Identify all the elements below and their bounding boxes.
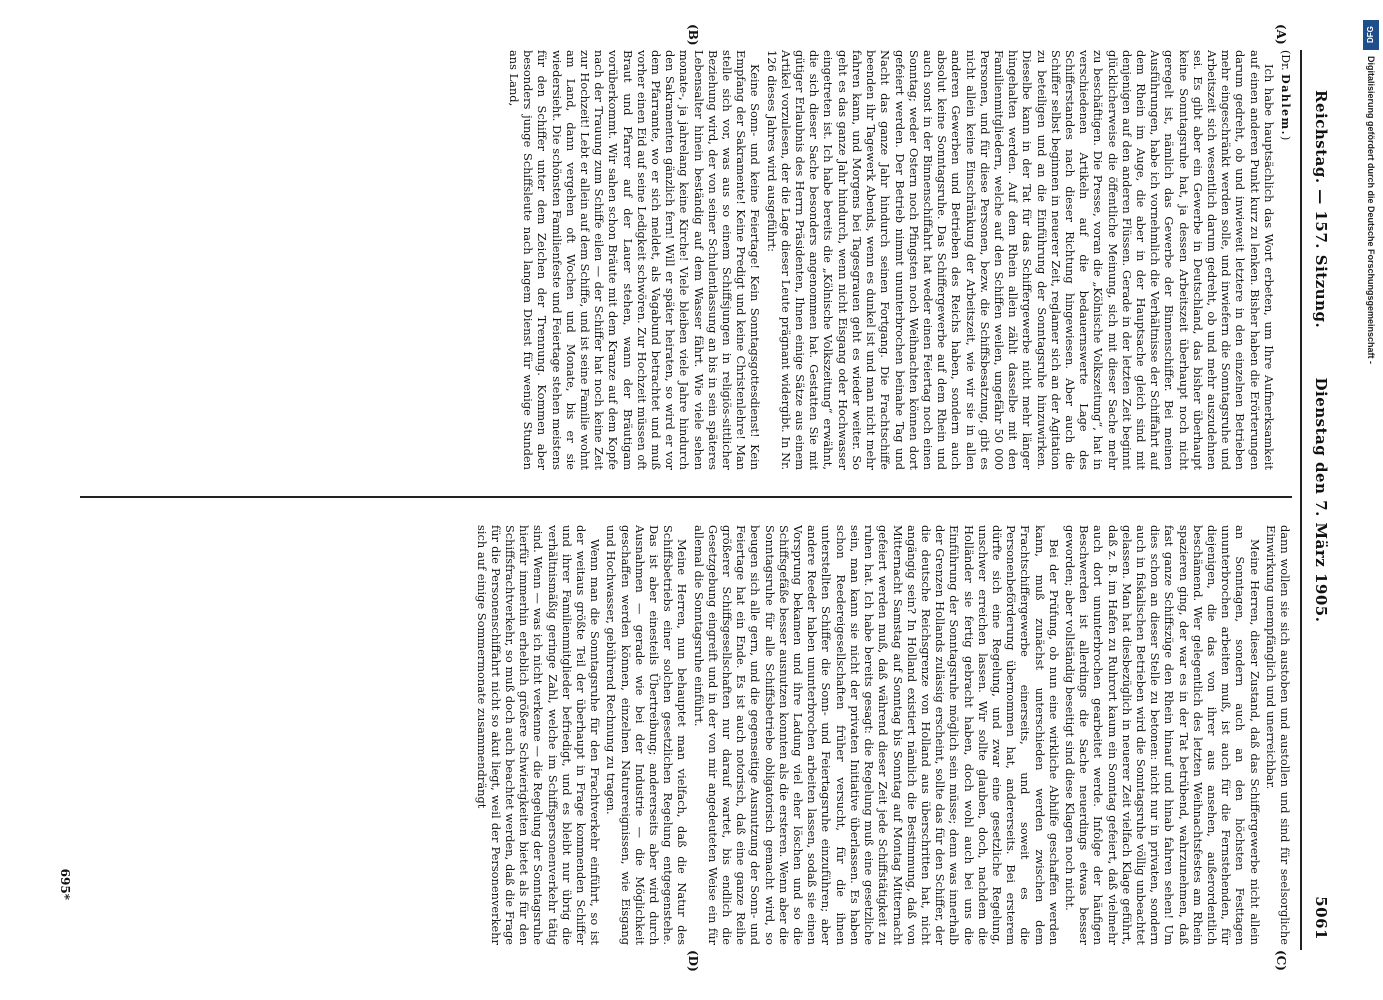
left-column xyxy=(80,50,1292,470)
paragraph: Meine Herren, dieser Zustand, daß das Schiffergewerbe nicht allein an Sonntagen, sondern auch an den höchsten Festtagen ununterbrochen arbeiten muß, ist auch für die Fernstehenden, für diejenigen, die das von ihrer aus ansehen, außerordentlich beschämend. Wer gelegentlich des letzten Weihnachtsfestes am Rhein spazieren ging, der war es in der Tat betrübend, wahrzunehmen, daß fast ganze Schiffszüge den Rhein hinauf und hinab fahren sehen! Um dies schon an dieser Stelle zu betonen: nicht nur in privaten, sondern auch in fiskalischen Betrieben wird die Sonntagsruhe völlig unbeachtet gelassen. Man hat diesbezüglich in neuerer Zeit vielfach Klage geführt, daß z. B. im Hafen zu Ruhrort kaum ein Sonntag gefeiert, daß vielmehr auch dort ununterbrochen gearbeitet werde. Infolge der häufigen Beschwerden ist allerdings die Sache neuerdings etwas besser geworden; aber vollständig beseitigt sind diese Klagen noch nicht. xyxy=(1062,525,1262,945)
printer-signature: 695* xyxy=(58,868,72,900)
margin-mark-a: (A) xyxy=(1274,24,1288,45)
paragraph: Wenn man die Sonntagsruhe für den Frachtverkehr einführt, so ist der weitaus größte Teil der überhaupt in Frage kommenden Schiffer und ihrer Familienmitglieder befriedigt, und es bleibt nur übrig die verhältnismäßig geringe Zahl, welche im Schiffspersonenverkehr tätig sind. Wenn — was ich nicht verkenne — die Regelung der Sonntagsruhe hierfür immerhin erheblich größere Schwierigkeiten bietet als für den Schiffsfrachtverkehr, so muß doch auch beachtet werden, daß die Frage für die Personenschiffahrt nicht so akut liegt, weil der Personenverkehr sich auf einige Sommermonate zusammendrängt xyxy=(474,525,603,945)
header-session-title: Reichstag. — 157. Sitzung. xyxy=(1312,90,1330,329)
right-column xyxy=(80,525,1292,945)
quoted-article: Keine Sonn- und keine Feiertage! Kein Sonntagsgottesdienst! Kein Empfang der Sakramente! Keine Predigt und keine Christenlehre! Man stelle sich vor, was aus so einem Schiffsjungen in religiös-sittlicher Beziehung wird, der von seiner Schulentlassung an bis in sein späteres Lebensalter hinein beständig auf dem Wasser fährt. Wie viele sehen monate-, ja jahrelang keine Kirche! Viele bleiben viele Jahre hindurch den Sakramenten gänzlich fern! Will er später heiraten, so wird er vor dem Pfarramte, wo er sich meldet, als Vagabund betrachtet und muß vorher einen Eid auf seine Ledigkeit schwören. Zur Hochzeit müssen oft Braut und Pfarrer auf der Lauer stehen, wann der Bräutigam vorüberkommt. Wir sahen schon Bräute mit dem Kranze auf dem Kopfe nach der Trauung zum Schiffe eilen — der Schiffer hat noch keine Zeit zur Hochzeit! Lebt er allein auf dem Schiffe, und ist seine Familie wohnt am Land, dann vergehen oft Wochen und Monate, bis er sie wiedersieht. Die schönsten Familienfeste und Feiertage stehen meistens für den Schiffer unter dem Zeichen der Trennung. Kommen aber besonders junge Schiffsleute nach langem Dienst für wenige Stunden ans Land, xyxy=(507,50,763,470)
page-number: 5061 xyxy=(1312,896,1330,940)
speaker-suffix: ) xyxy=(1279,135,1292,141)
speaker-line xyxy=(1278,50,1292,470)
speaker-name: Dahlem. xyxy=(1279,74,1292,136)
column-divider xyxy=(80,496,1292,498)
paragraph: Bei der Prüfung, ob nun eine wirkliche Abhilfe geschaffen werden kann, muß zunächst unterschieden werden zwischen dem Frachtschiffergewerbe einerseits, und soweit es die Personenbeförderung übernommen hat, andererseits. Bei ersterem dürfte sich eine Regelung, und zwar eine gesetzliche Regelung, unschwer erreichen lassen. Wir sollte glauben, doch, nachdem die Holländer sie fertig gebracht haben, doch wohl auch bei uns die Einführung der Sonntagsruhe möglich sein müsse; denn was innerhalb der Grenzen Hollands zulässig erscheint, sollte das für den Schiffer, der die deutsche Reichsgrenze von Holland aus überschritten hat, nicht angängig sein? In Holland existiert nämlich die Bestimmung, daß von Mitternacht Samstag auf Sonntag bis Sonntag auf Montag Mitternacht gefeiert werden muß, daß während dieser Zeit jede Schiffstätigkeit zu ruhen hat. Ich habe bereits gesagt: die Regelung muß eine gesetzliche sein, man kann sie nicht der privaten Initiative überlassen. Es haben schon Reedereigesellschaften früher versucht, für die ihnen unterstellten Schiffer die Sonn- und Feiertagsruhe einzuführen; aber andere Reeder haben ununterbrochen arbeiten lassen, sodaß sie einen Vorsprung bekamen und ihre Ladung viel eher löschen und so die Schiffsgefäße besser ausnutzen konnten als die ersteren. Wenn aber die Sonntagsruhe für alle Schiffsbetriebe obligatorisch gemacht wird, so beugen sich alle gern, und die gegenseitige Ausnutzung der Sonn- und Feiertage hat ein Ende. Es ist auch notorisch, daß eine ganze Reihe größerer Schiffsgesellschaften nur darauf wartet, bis endlich die Gesetzgebung eingreift und in der von mir angedeuteten Weise ein für allemal die Sonntagsruhe einführt. xyxy=(691,525,1061,945)
paragraph: dann wollen sie sich austoben und austollen und sind für seelsorgliche Einwirkung unempfänglich und unerreichbar. xyxy=(1263,525,1292,945)
header-date: Dienstag den 7. März 1905. xyxy=(1312,377,1330,623)
header-rule xyxy=(1300,50,1302,950)
speaker-prefix: (Dr. xyxy=(1279,50,1292,71)
paragraph: Meine Herren, nun behauptet man vielfach, daß die Natur des Schiffsbetriebs einer solchen gesetzlichen Regelung entgegenstehe. Das ist aber einesteils Übertreibung; andererseits aber wird durch Ausnahmen — gerade wie bei der Industrie — die Möglichkeit geschaffen werden können, einzelnen Naturereignissen, wie Eisgang und Hochwasser, gebührend Rechnung zu tragen. xyxy=(604,525,690,945)
paragraph: Ich habe hauptsächlich das Wort erbeten, um Ihre Aufmerksamkeit auf einen anderen Punkt kurz zu lenken. Bisher haben die Erörterungen darum gedreht, ob und inwieweit letztere in den einzelnen Betrieben mehr eingeschränkt werden solle, und inwiefern die Sonntagsruhe und Arbeitszeit sich wesentlich darum gedreht, ob und mehr auszudehnen sei. Es gibt aber ein Gewerbe in Deutschland, das bisher überhaupt keine Sonntagsruhe hat, ja dessen Arbeitszeit überhaupt noch nicht geregelt ist, nämlich das Gewerbe der Binnenschiffer. Bei meinen Ausführungen, habe ich vornehmlich die Verhältnisse der Schiffahrt auf dem Rhein im Auge, die aber in der Hauptsache gleich sind mit denjenigen auf den anderen Flüssen. Gerade in der letzten Zeit beginnt glücklicherweise die öffentliche Meinung, sich mit dieser Sache mehr zu beschäftigen. Die Presse, voran die „Kölnische Volkszeitung“, hat in verschiedenen Artikeln auf die bedauernswerte Lage des Schifferstandes nach dieser Richtung hingewiesen. Aber auch die Schiffer selbst beginnen in neuerer Zeit, reglamer sich an der Agitation zu beteiligen und an die Einführung der Sonntagsruhe hinzuwirken. Dieselbe kann in der Tat für das Schiffergewerbe nicht mehr länger hingehalten werden. Auf dem Rhein allein zählt dasselbe mit den Familienmitgliedern, welche auf den Schiffen weilen, ungefähr 50 000 Personen, und für diese Personen, bezw. die Schiffsbesatzung, gibt es nicht allein keine Einschränkung der Arbeitszeit, wie wir sie in allen anderen Gewerben und Betrieben des Reichs haben, sondern auch absolut keine Sonntagsruhe. Das Schiffergewerbe auf dem Rhein und auch sonst in der Binnenschiffahrt hat weder einen Feiertag noch einen Sonntag; weder Ostern noch Pfingsten noch Weihnachten können dort gefeiert werden. Der Betrieb nimmt ununterbrochen beinahe Tag und Nacht das ganze Jahr hindurch seinen Fortgang. Die Frachtschiffe beenden ihr Tagewerk Abends, wenn es dunkel ist und man nicht mehr fahren kann, und Morgens bei Tagesgrauen geht es wieder weiter. So geht es das ganze Jahr hindurch, wenn nicht Eisgang oder Hochwasser eingetreten ist. Ich habe bereits die „Kölnische Volkszeitung“ erwähnt, die sich dieser Sache besonders angenommen hat. Gestatten Sie mit gütiger Erlaubnis des Herrn Präsidenten, Ihnen einige Sätze aus einem Artikel vorzulesen, der die Lage dieser Leute prägnant widergibt. In Nr. 126 dieses Jahres wird ausgeführt: xyxy=(764,50,1276,470)
digitization-text: Digitalisierung gefördert durch die Deutsche Forschungsgemeinschaft - xyxy=(1366,56,1376,365)
newspaper-sheet xyxy=(40,20,1340,980)
margin-mark-d: (D) xyxy=(686,950,700,972)
digitization-notice xyxy=(1363,20,1379,980)
margin-mark-b: (B) xyxy=(686,24,700,46)
margin-mark-c: (C) xyxy=(1274,950,1288,971)
dfg-logo: DFG xyxy=(1363,20,1379,50)
page-header xyxy=(1304,50,1332,950)
